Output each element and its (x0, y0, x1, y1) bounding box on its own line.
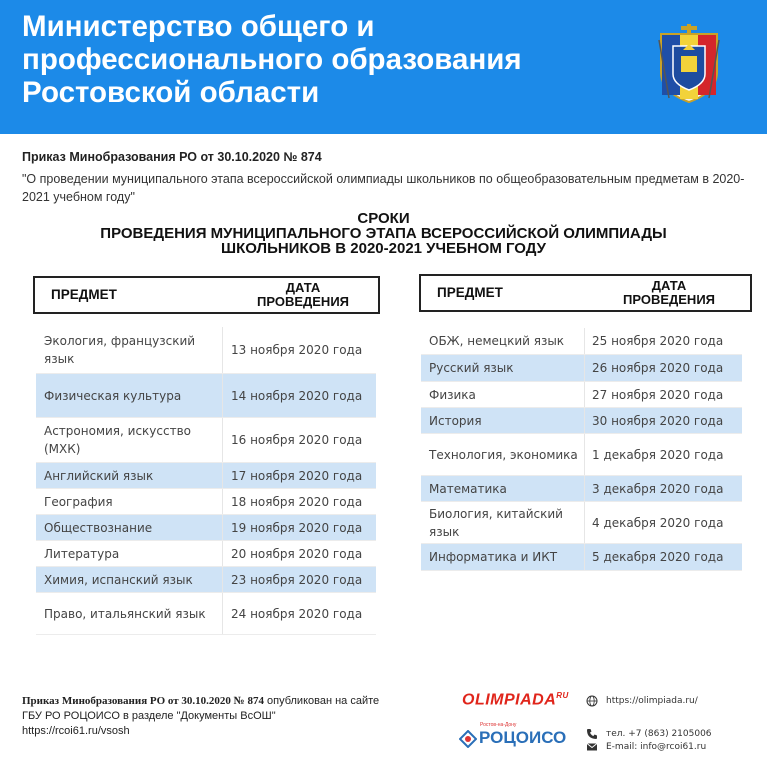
left-schedule-table (36, 327, 376, 635)
footer-published-text: опубликован на сайте ГБУ РО РОЦОИСО в разделе "Документы ВсОШ" (22, 695, 380, 722)
order-title: Приказ Минобразования РО от 30.10.2020 № 874 (22, 150, 322, 164)
date-cell: 27 ноября 2020 года (584, 382, 742, 407)
website-link[interactable]: https://olimpiada.ru/ (606, 696, 698, 706)
left-table-header (33, 276, 380, 314)
table-row (421, 355, 742, 382)
date-cell: 30 ноября 2020 года (584, 408, 742, 433)
subject-cell: Информатика и ИКТ (429, 550, 558, 564)
date-header-line: ДАТА (285, 280, 321, 295)
subject-cell: ОБЖ, немецкий язык (429, 334, 565, 348)
rcoi-city-label: Ростов-на-Дону (480, 722, 517, 728)
subject-cell: Физическая культура (44, 388, 182, 403)
table-row (36, 567, 376, 593)
globe-icon (586, 695, 598, 707)
date-column-header (233, 281, 373, 309)
date-cell: 25 ноября 2020 года (584, 328, 742, 354)
phone-icon (586, 728, 598, 740)
table-row (421, 476, 742, 502)
table-row (36, 327, 376, 374)
email-address[interactable]: E-mail: info@rcoi61.ru (606, 742, 707, 752)
rcoi-emblem-icon (459, 730, 477, 748)
subject-column-header: ПРЕДМЕТ (51, 287, 117, 302)
ministry-title-line: Ростовской области (22, 76, 320, 109)
table-row (421, 502, 742, 544)
date-cell: 26 ноября 2020 года (584, 355, 742, 381)
table-row (36, 463, 376, 489)
date-header-line: ПРОВЕДЕНИЯ (256, 294, 350, 309)
table-row (36, 418, 376, 463)
website-contact[interactable] (586, 695, 698, 707)
date-cell: 24 ноября 2020 года (222, 593, 376, 634)
olimpiada-logo-suffix: RU (556, 691, 569, 700)
subject-cell: Химия, испанский язык (44, 572, 193, 587)
subject-cell: География (44, 494, 113, 509)
order-description: "О проведении муниципального этапа всероссийской олимпиады школьников по общеобразовательным предметам в 2020-2021 учебном году" (22, 172, 745, 204)
date-cell: 23 ноября 2020 года (222, 567, 376, 592)
date-cell: 13 ноября 2020 года (222, 327, 376, 373)
subject-cell: История (429, 413, 482, 428)
date-cell: 14 ноября 2020 года (222, 374, 376, 417)
date-header-line: ДАТА (651, 278, 687, 293)
date-cell: 16 ноября 2020 года (222, 418, 376, 462)
phone-contact (586, 728, 712, 740)
ministry-title-line: Министерство общего и (22, 10, 375, 43)
subject-cell: Литература (44, 546, 120, 561)
ministry-title-line: профессионального образования (22, 43, 522, 76)
subject-cell: Право, итальянский язык (44, 606, 206, 621)
table-row (421, 434, 742, 476)
ministry-title (22, 10, 632, 109)
phone-number: тел. +7 (863) 2105006 (606, 729, 712, 739)
subject-cell: Физика (429, 387, 476, 402)
subject-cell: Биология, китайский язык (429, 506, 563, 539)
right-schedule-table (421, 328, 742, 571)
table-row (421, 328, 742, 355)
date-cell: 1 декабря 2020 года (584, 434, 742, 475)
heading-line: ШКОЛЬНИКОВ В 2020-2021 УЧЕБНОМ ГОДУ (221, 240, 546, 257)
subject-cell: Русский язык (429, 361, 514, 375)
date-cell: 18 ноября 2020 года (222, 489, 376, 514)
footer-publication-note (22, 694, 382, 739)
footer-order-ref: Приказ Минобразования РО от 30.10.2020 № 874 (22, 695, 264, 707)
table-row (36, 593, 376, 635)
table-row (421, 408, 742, 434)
table-row (36, 515, 376, 541)
subject-cell: Обществознание (44, 520, 153, 535)
date-cell: 3 декабря 2020 года (584, 476, 742, 501)
heading-line: СРОКИ (357, 210, 410, 227)
email-contact[interactable] (586, 741, 706, 753)
date-cell: 5 декабря 2020 года (584, 544, 742, 570)
date-cell: 4 декабря 2020 года (584, 502, 742, 543)
coat-of-arms (653, 20, 725, 104)
table-row (36, 374, 376, 418)
schedule-heading (0, 211, 767, 256)
header-banner (0, 0, 767, 134)
subject-cell: Математика (429, 481, 507, 496)
heading-line: ПРОВЕДЕНИЯ МУНИЦИПАЛЬНОГО ЭТАПА ВСЕРОССИЙСКОЙ ОЛИМПИАДЫ (100, 225, 667, 242)
email-icon (586, 741, 598, 753)
subject-column-header: ПРЕДМЕТ (437, 285, 503, 300)
rcoi-logo[interactable] (459, 724, 569, 752)
subject-cell: Технология, экономика (429, 447, 578, 462)
olimpiada-logo-text: OLIMPIADA (462, 691, 557, 709)
table-row (421, 544, 742, 571)
subject-cell: Астрономия, искусство (МХК) (44, 424, 191, 456)
date-header-line: ПРОВЕДЕНИЯ (622, 292, 716, 307)
date-column-header (599, 279, 739, 307)
date-cell: 19 ноября 2020 года (222, 515, 376, 540)
table-row (36, 489, 376, 515)
date-cell: 17 ноября 2020 года (222, 463, 376, 488)
date-cell: 20 ноября 2020 года (222, 541, 376, 566)
vsosh-link[interactable]: https://rcoi61.ru/vsosh (22, 725, 130, 737)
table-row (421, 382, 742, 408)
table-row (36, 541, 376, 567)
subject-cell: Экология, французский язык (44, 334, 196, 366)
olimpiada-logo[interactable] (462, 691, 569, 709)
right-table-header (419, 274, 752, 312)
subject-cell: Английский язык (44, 468, 154, 483)
rcoi-logo-text: РОЦОИСО (479, 728, 567, 747)
